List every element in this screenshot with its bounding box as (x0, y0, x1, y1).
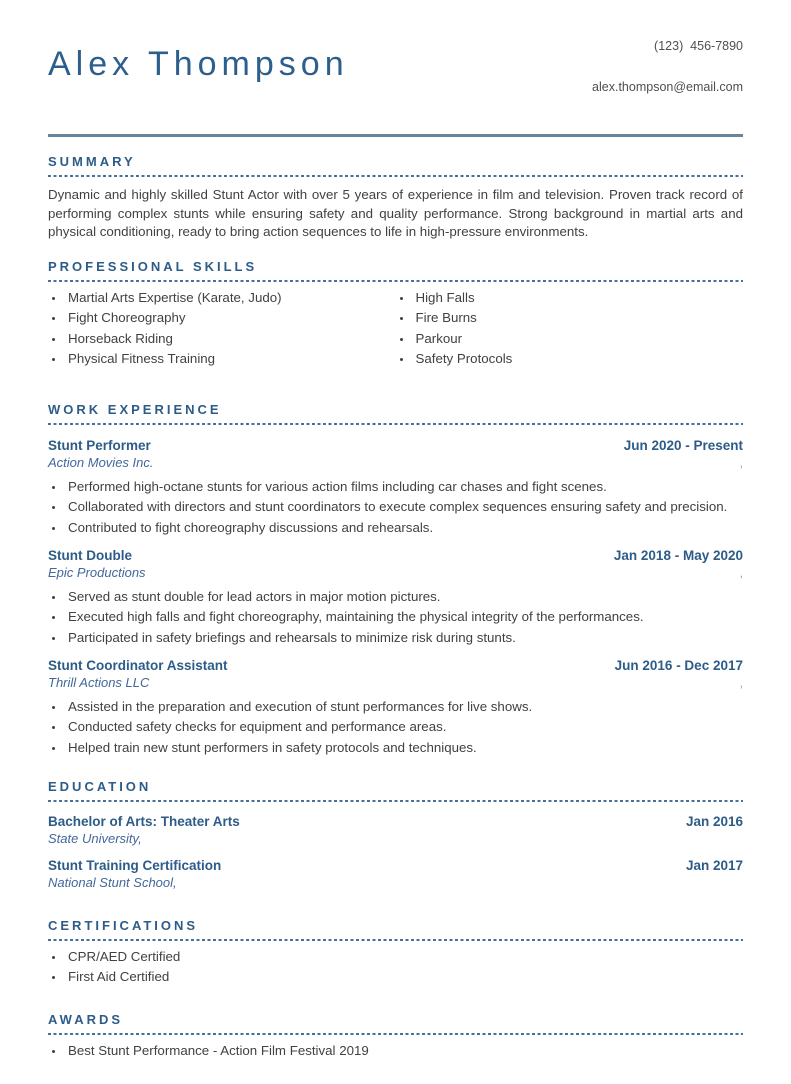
job-subheader (48, 453, 743, 470)
section-education (48, 779, 743, 896)
job-subheader (48, 673, 743, 690)
page-title: Alex Thompson (48, 45, 349, 83)
job-company: Epic Productions (48, 564, 146, 580)
degree-title: Bachelor of Arts: Theater Arts (48, 813, 240, 829)
list-item: • Parkour (413, 331, 744, 346)
list-item: • High Falls (413, 290, 744, 305)
list-item: • Fire Burns (413, 310, 744, 325)
job-bullet-list (48, 699, 743, 755)
degree-date: Jan 2017 (685, 857, 743, 873)
header (48, 34, 743, 94)
skills-columns (48, 290, 743, 378)
list-item: • Assisted in the preparation and execution of stunt performances for live shows. (65, 699, 743, 714)
job-location: , (739, 565, 743, 580)
job-dates: Jun 2020 - Present (623, 437, 743, 453)
certifications-list (48, 949, 743, 985)
list-item: • Horseback Riding (65, 331, 396, 346)
job-bullet-list (48, 589, 743, 645)
school-name: National Stunt School, (48, 874, 177, 890)
list-item: • Martial Arts Expertise (Karate, Judo) (65, 290, 396, 305)
job-entry (48, 548, 743, 645)
education-heading: EDUCATION (48, 778, 152, 794)
job-location: , (739, 455, 743, 470)
skills-heading: PROFESSIONAL SKILLS (48, 258, 258, 274)
list-item: • Best Stunt Performance - Action Film Festival 2019 (65, 1043, 743, 1058)
list-item: • First Aid Certified (65, 969, 743, 984)
list-item: • Collaborated with directors and stunt coordinators to execute complex sequences ensuring safety and precision. (65, 499, 743, 514)
list-item: • Served as stunt double for lead actors in major motion pictures. (65, 589, 743, 604)
list-item: • Performed high-octane stunts for various action films including car chases and fight scenes. (65, 479, 743, 494)
job-entry (48, 438, 743, 535)
phone-number: (123) 456-7890 (654, 39, 743, 53)
job-title: Stunt Double (48, 547, 132, 563)
section-divider (48, 423, 743, 425)
job-company: Thrill Actions LLC (48, 674, 150, 690)
summary-text: Dynamic and highly skilled Stunt Actor with over 5 years of experience in film and television. Proven track record of performing complex stunts while ensuring safety and quality performance. Strong background in martial arts and physical conditioning, ready to bring action sequences to life in high-pressure environments. (48, 187, 743, 239)
job-company: Action Movies Inc. (48, 454, 154, 470)
job-header (48, 548, 743, 563)
degree-date: Jan 2016 (685, 813, 743, 829)
skills-column-left (48, 290, 396, 372)
job-header (48, 438, 743, 453)
job-bullet-list (48, 479, 743, 535)
header-divider (48, 134, 743, 137)
education-entry (48, 858, 743, 890)
awards-list (48, 1043, 743, 1058)
section-experience (48, 402, 743, 755)
job-header (48, 658, 743, 673)
section-divider (48, 800, 743, 802)
list-item: • Safety Protocols (413, 351, 744, 366)
job-dates: Jun 2016 - Dec 2017 (614, 657, 743, 673)
job-title: Stunt Performer (48, 437, 151, 453)
section-divider (48, 939, 743, 941)
education-header (48, 858, 743, 873)
section-certifications (48, 918, 743, 985)
job-location: , (739, 675, 743, 690)
degree-title: Stunt Training Certification (48, 857, 222, 873)
email-address: alex.thompson@email.com (592, 80, 743, 94)
section-skills (48, 259, 743, 378)
education-header (48, 814, 743, 829)
section-awards (48, 1012, 743, 1058)
school-name: State University, (48, 830, 142, 846)
certifications-heading: CERTIFICATIONS (48, 917, 199, 933)
list-item: • Executed high falls and fight choreography, maintaining the physical integrity of the performances. (65, 609, 743, 624)
awards-heading: AWARDS (48, 1012, 124, 1027)
experience-heading: WORK EXPERIENCE (48, 401, 222, 417)
list-item: • Helped train new stunt performers in safety protocols and techniques. (65, 740, 743, 755)
job-entry (48, 658, 743, 755)
contact-info (592, 34, 743, 94)
list-item: • CPR/AED Certified (65, 949, 743, 964)
list-item: • Contributed to fight choreography discussions and rehearsals. (65, 520, 743, 535)
job-title: Stunt Coordinator Assistant (48, 657, 228, 673)
section-divider (48, 1033, 743, 1035)
list-item: • Participated in safety briefings and rehearsals to minimize risk during stunts. (65, 630, 743, 645)
section-summary (48, 154, 743, 242)
summary-heading: SUMMARY (48, 154, 136, 169)
list-item: • Fight Choreography (65, 310, 396, 325)
education-entry (48, 814, 743, 846)
list-item: • Conducted safety checks for equipment and performance areas. (65, 719, 743, 734)
section-divider (48, 175, 743, 177)
job-dates: Jan 2018 - May 2020 (613, 547, 743, 563)
section-divider (48, 280, 743, 282)
list-item: • Physical Fitness Training (65, 351, 396, 366)
skills-column-right (396, 290, 744, 372)
job-subheader (48, 563, 743, 580)
